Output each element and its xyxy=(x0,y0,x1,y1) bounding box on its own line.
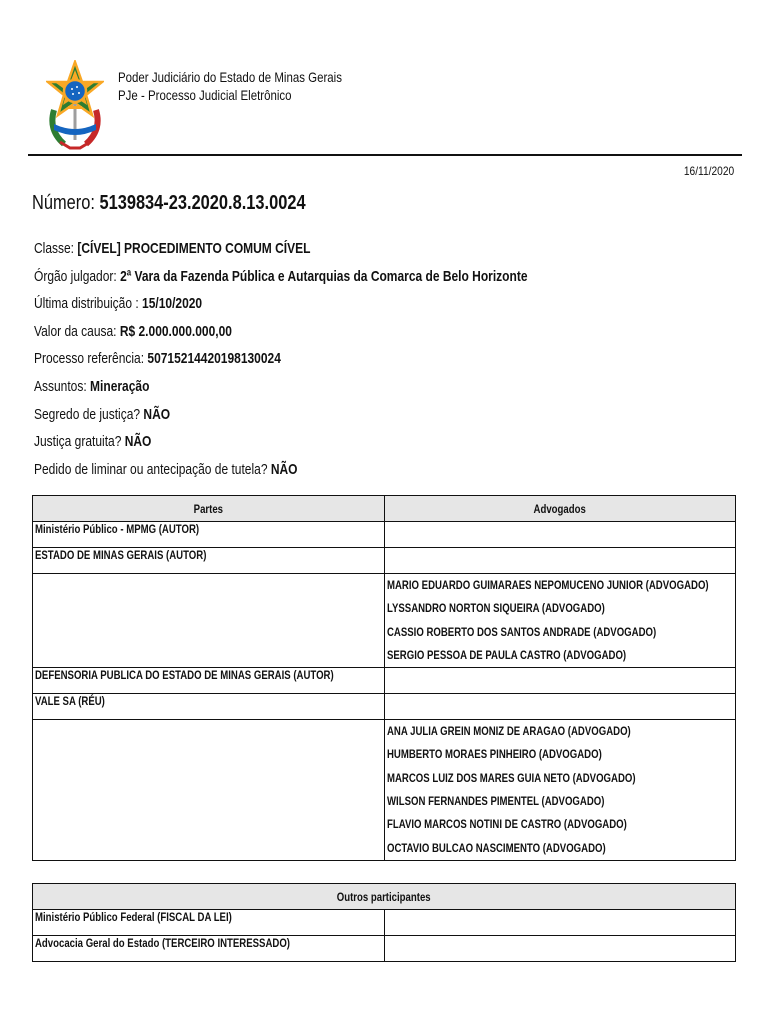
lawyers-cell xyxy=(384,668,736,694)
party-name: VALE SA (RÉU) xyxy=(35,694,105,709)
field-value: NÃO xyxy=(124,433,152,451)
column-header-outros-participantes xyxy=(33,884,736,910)
lawyer-name-text: MARIO EDUARDO GUIMARAES NEPOMUCENO JUNIOR (ADVOGADO) xyxy=(386,578,709,592)
participant-empty-cell xyxy=(384,910,736,936)
court-line-1: Poder Judiciário do Estado de Minas Gerais xyxy=(118,69,342,85)
table-row xyxy=(33,574,736,668)
field-value: Mineração xyxy=(90,377,150,395)
field-label: Pedido de liminar ou antecipação de tutela? xyxy=(34,460,268,478)
lawyer-name xyxy=(387,621,734,644)
lawyer-name-text: LYSSANDRO NORTON SIQUEIRA (ADVOGADO) xyxy=(386,601,605,616)
lawyer-name xyxy=(387,837,734,860)
field-processo-referencia xyxy=(34,350,528,378)
table-row xyxy=(33,910,736,936)
table-row xyxy=(33,668,736,694)
participant-empty-cell xyxy=(384,936,736,962)
lawyer-name-text: SERGIO PESSOA DE PAULA CASTRO (ADVOGADO) xyxy=(386,647,626,662)
court-name xyxy=(118,68,342,104)
header-divider xyxy=(28,154,742,156)
field-value: NÃO xyxy=(143,405,171,423)
participant-cell xyxy=(33,910,385,936)
party-cell xyxy=(33,548,385,574)
column-header-partes xyxy=(33,496,385,522)
table-header-row xyxy=(33,884,736,910)
field-label: Última distribuição : xyxy=(34,295,139,313)
lawyer-name-text: FLAVIO MARCOS NOTINI DE CASTRO (ADVOGADO) xyxy=(386,817,627,832)
field-label: Segredo de justiça? xyxy=(34,405,141,423)
field-value: 15/10/2020 xyxy=(142,295,203,313)
participant-name: Ministério Público Federal (FISCAL DA LEI) xyxy=(35,910,232,924)
lawyers-cell xyxy=(384,548,736,574)
table-row xyxy=(33,522,736,548)
party-cell xyxy=(33,720,385,861)
party-cell xyxy=(33,522,385,548)
lawyers-cell xyxy=(384,522,736,548)
table-row xyxy=(33,720,736,861)
lawyers-cell xyxy=(384,694,736,720)
lawyer-name-text: OCTAVIO BULCAO NASCIMENTO (ADVOGADO) xyxy=(386,840,606,855)
parties-table xyxy=(32,495,736,861)
field-label: Órgão julgador: xyxy=(34,267,117,285)
column-header-advogados xyxy=(384,496,736,522)
lawyer-name-text: HUMBERTO MORAES PINHEIRO (ADVOGADO) xyxy=(386,747,602,762)
lawyer-name xyxy=(387,743,734,766)
column-header-label: Outros participantes xyxy=(337,889,431,904)
party-cell xyxy=(33,668,385,694)
column-header-label: Partes xyxy=(193,501,223,516)
field-value: R$ 2.000.000.000,00 xyxy=(119,322,232,340)
table-row xyxy=(33,548,736,574)
lawyer-name xyxy=(387,574,734,597)
lawyer-name xyxy=(387,767,734,790)
field-label: Classe: xyxy=(34,240,75,257)
field-assuntos xyxy=(34,378,528,406)
table-row xyxy=(33,936,736,962)
court-line-2: PJe - Processo Judicial Eletrônico xyxy=(118,87,292,103)
field-segredo-justica xyxy=(34,406,528,434)
participant-name: Advocacia Geral do Estado (TERCEIRO INTERESSADO) xyxy=(35,936,290,950)
field-justica-gratuita xyxy=(34,433,528,461)
party-cell xyxy=(33,574,385,668)
process-number-label: Número: xyxy=(32,192,95,214)
lawyers-cell xyxy=(384,720,736,861)
document-header xyxy=(0,0,768,158)
field-value: 2ª Vara da Fazenda Pública e Autarquias da Comarca de Belo Horizonte xyxy=(120,267,528,285)
field-label: Valor da causa: xyxy=(34,322,117,340)
party-name: ESTADO DE MINAS GERAIS (AUTOR) xyxy=(35,548,207,562)
participant-cell xyxy=(33,936,385,962)
lawyer-name-text: CASSIO ROBERTO DOS SANTOS ANDRADE (ADVOGADO) xyxy=(386,624,656,639)
lawyer-name xyxy=(387,790,734,813)
field-ultima-distribuicao xyxy=(34,295,528,323)
process-number xyxy=(32,192,306,215)
lawyer-name-text: WILSON FERNANDES PIMENTEL (ADVOGADO) xyxy=(386,794,604,809)
column-header-label: Advogados xyxy=(533,501,586,516)
lawyer-name xyxy=(387,813,734,836)
field-value: NÃO xyxy=(270,460,298,478)
process-fields xyxy=(34,240,651,488)
field-label: Justiça gratuita? xyxy=(34,433,122,451)
lawyer-name xyxy=(387,597,734,620)
other-participants-table xyxy=(32,883,736,962)
party-name: DEFENSORIA PUBLICA DO ESTADO DE MINAS GERAIS (AUTOR) xyxy=(35,668,334,683)
field-label: Assuntos: xyxy=(34,377,87,395)
party-cell xyxy=(33,694,385,720)
document-date: 16/11/2020 xyxy=(683,164,734,178)
field-value: 50715214420198130024 xyxy=(147,350,281,368)
field-value: [CÍVEL] PROCEDIMENTO COMUM CÍVEL xyxy=(77,240,311,257)
field-pedido-liminar xyxy=(34,461,528,489)
lawyer-name xyxy=(387,644,734,667)
field-valor-causa xyxy=(34,323,528,351)
brazil-coat-of-arms-icon xyxy=(46,60,104,152)
field-label: Processo referência: xyxy=(34,350,145,368)
lawyer-name-text: ANA JULIA GREIN MONIZ DE ARAGAO (ADVOGADO) xyxy=(386,724,631,739)
lawyers-cell xyxy=(384,574,736,668)
process-number-value: 5139834-23.2020.8.13.0024 xyxy=(99,192,306,214)
lawyer-name xyxy=(387,720,734,743)
field-classe xyxy=(34,240,528,268)
table-header-row xyxy=(33,496,736,522)
party-name: Ministério Público - MPMG (AUTOR) xyxy=(35,522,200,536)
lawyer-name-text: MARCOS LUIZ DOS MARES GUIA NETO (ADVOGADO) xyxy=(386,770,636,785)
table-row xyxy=(33,694,736,720)
field-orgao-julgador xyxy=(34,268,528,296)
